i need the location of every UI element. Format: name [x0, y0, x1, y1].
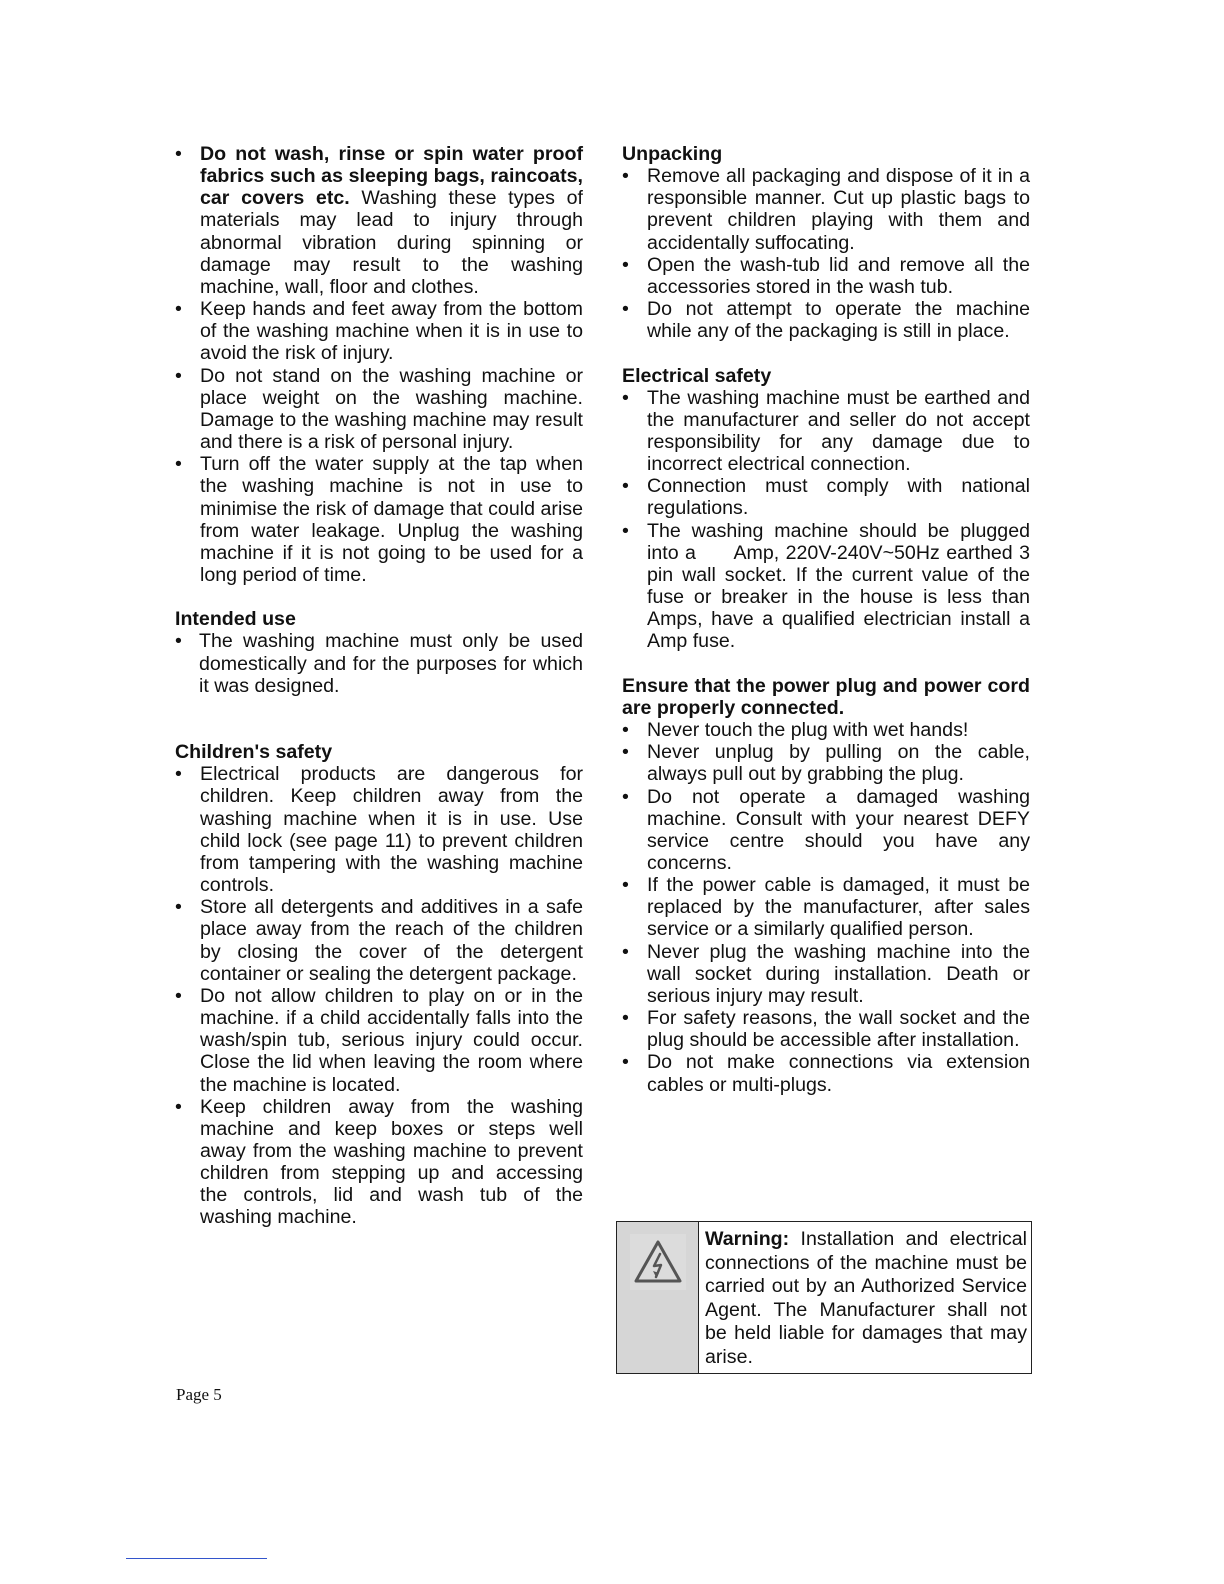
list-item: • Keep hands and feet away from the bottom of the washing machine when it is in use to avoid the risk of injury. [175, 298, 583, 365]
list-item: • Open the wash-tub lid and remove all the accessories stored in the wash tub. [622, 253, 1030, 298]
safety-list-general [175, 143, 583, 586]
warning-box [616, 1221, 1032, 1374]
list-item: • Do not operate a damaged washing machine. Consult with your nearest DEFY service centre should you have any concerns. [622, 785, 1030, 874]
electrical-hazard-icon [630, 1234, 686, 1290]
list-item: • Remove all packaging and dispose of it in a responsible manner. Cut up plastic bags to prevent children playing with them and accidentally suffocating. [622, 165, 1030, 254]
list-item: • Do not allow children to play on or in the machine. if a child accidentally falls into the wash/spin tub, serious injury could occur. Close the lid when leaving the room where the machine is located. [175, 984, 583, 1096]
warning-icon-cell [617, 1222, 699, 1373]
list-item: • Turn off the water supply at the tap when the washing machine is not in use to minimise the risk of damage that could arise from water leakage. Unplug the washing machine if it is not going to be used for a long period of time. [175, 453, 583, 586]
list-item: • Never unplug by pulling on the cable, always pull out by grabbing the plug. [622, 741, 1030, 786]
unpacking-heading: Unpacking [622, 143, 723, 165]
right-column [622, 143, 1063, 1096]
warning-text: Warning: Installation and electrical connections of the machine must be carried out by an Authorized Service Agent. The Manufacturer shall not be held liable for damages that may arise. [705, 1228, 1027, 1368]
intended-use-list [175, 630, 583, 696]
power-plug-heading: Ensure that the power plug and power cord are properly connected. [622, 674, 1030, 719]
list-item: • Electrical products are dangerous for children. Keep children away from the washing machine when it is in use. Use child lock (see page 11) to prevent children from tampering with the washing machine controls. [175, 763, 583, 897]
list-item: • The washing machine must only be used domestically and for the purposes for which it was designed. [175, 630, 583, 697]
list-item: • Do not attempt to operate the machine while any of the packaging is still in place. [622, 298, 1030, 343]
electrical-safety-list [622, 386, 1063, 653]
list-item: • The washing machine must be earthed and the manufacturer and seller do not accept responsibility for any damage due to incorrect electrical connection. [622, 386, 1030, 476]
list-item: • Keep children away from the washing machine and keep boxes or steps well away from the washing machine to prevent children from stepping up and accessing the controls, lid and wash tub of the washing machine. [175, 1095, 583, 1229]
page-number: Page 5 [176, 1385, 222, 1404]
list-item: • Store all detergents and additives in a safe place away from the reach of the children by closing the cover of the detergent container or sealing the detergent package. [175, 896, 583, 985]
electrical-safety-heading: Electrical safety [622, 364, 772, 387]
list-item: • Never plug the washing machine into the wall socket during installation. Death or serious injury may result. [622, 940, 1030, 1007]
childrens-safety-heading: Children's safety [175, 741, 333, 764]
childrens-safety-list [175, 763, 583, 1228]
unpacking-list [622, 165, 1030, 342]
list-item: • If the power cable is damaged, it must be replaced by the manufacturer, after sales service or a similarly qualified person. [622, 874, 1030, 941]
footnote-rule [126, 1558, 267, 1559]
power-plug-list [622, 719, 1030, 1096]
list-item: • Do not stand on the washing machine or place weight on the washing machine. Damage to the washing machine may result and there is a risk of personal injury. [175, 364, 583, 454]
left-column [175, 143, 583, 1229]
list-item: • Do not wash, rinse or spin water proof fabrics such as sleeping bags, raincoats, car covers etc. Washing these types of materials may lead to injury through abnormal vibration during spinning or damage may result to the washing machine, wall, floor and clothes. [175, 143, 583, 298]
list-item: • Do not make connections via extension cables or multi-plugs. [622, 1051, 1030, 1096]
list-item: • The washing machine should be plugged into a Amp, 220V-240V~50Hz earthed 3 pin wall socket. If the current value of the fuse or breaker in the house is less than Amps, have a qualified electrician install a Amp fuse. [622, 519, 1063, 653]
list-item: • Never touch the plug with wet hands! [622, 719, 969, 742]
list-item: • Connection must comply with national regulations. [622, 475, 1030, 520]
intended-use-heading: Intended use [175, 608, 296, 631]
list-item: • For safety reasons, the wall socket and the plug should be accessible after installation. [622, 1007, 1030, 1052]
warning-label: Warning: [705, 1228, 790, 1250]
